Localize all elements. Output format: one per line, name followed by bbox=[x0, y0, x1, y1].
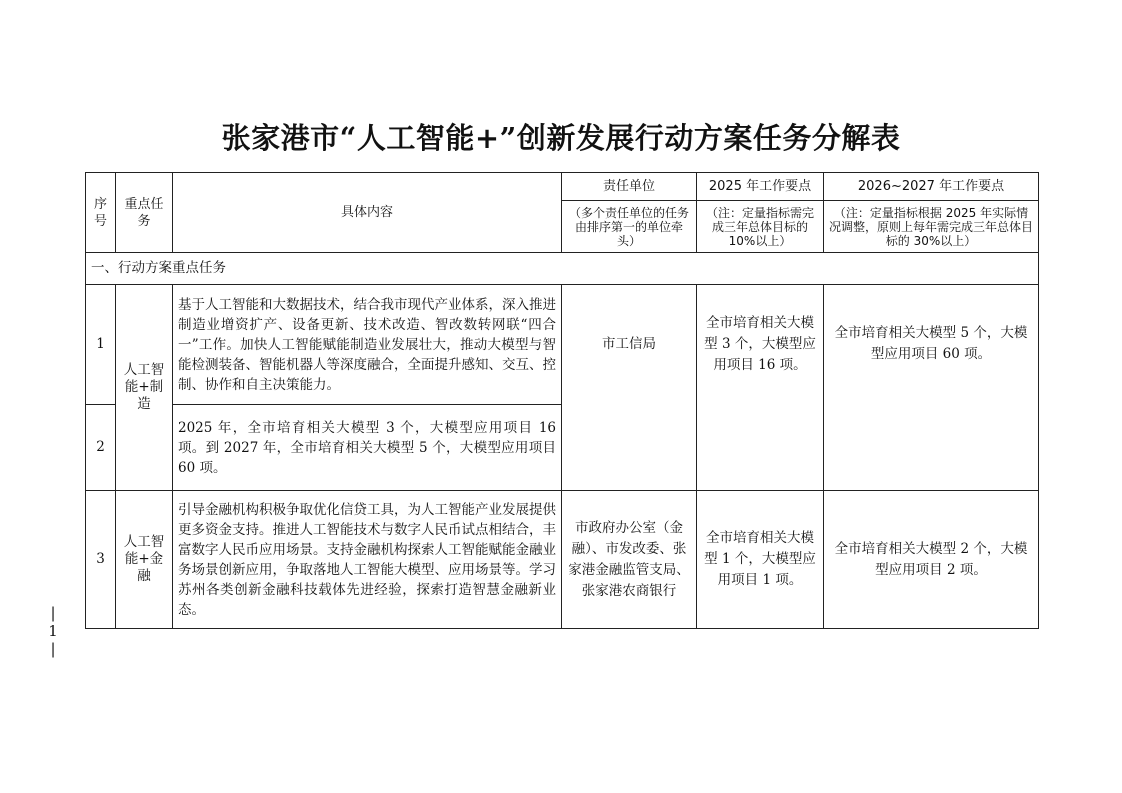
header-seq: 序号 bbox=[86, 173, 116, 253]
header-row bbox=[86, 173, 1039, 201]
row-3-content: 引导金融机构积极争取优化信贷工具，为人工智能产业发展提供更多资金支持。推进人工智能技术与数字人民币试点相结合，丰富数字人民币应用场景。支持金融机构探索人工智能赋能金融业务场景创新应用，争取落地人工智能大模型、应用场景等。学习苏州各类创新金融科技载体先进经验，探索打造智慧金融新业态。 bbox=[173, 491, 562, 629]
row-1-unit: 市工信局 bbox=[562, 285, 697, 491]
header-2025-note: （注：定量指标需完成三年总体目标的 10%以上） bbox=[697, 201, 824, 253]
page-number-value: 1 bbox=[48, 622, 58, 640]
page-number bbox=[44, 604, 62, 658]
row-1-seq: 1 bbox=[86, 285, 116, 405]
header-task: 重点任务 bbox=[116, 173, 173, 253]
row-1-2026-2027: 全市培育相关大模型 5 个，大模型应用项目 60 项。 bbox=[824, 285, 1039, 491]
row-1-task: 人工智能+制造 bbox=[116, 285, 173, 491]
task-breakdown-table bbox=[85, 172, 1039, 629]
row-3-seq: 3 bbox=[86, 491, 116, 629]
page-dash-bottom: | bbox=[50, 640, 56, 658]
header-content: 具体内容 bbox=[173, 173, 562, 253]
page-dash-top: | bbox=[50, 604, 56, 622]
row-2-seq: 2 bbox=[86, 405, 116, 491]
section-row bbox=[86, 253, 1039, 285]
header-2026-2027-note: （注：定量指标根据 2025 年实际情况调整，原则上每年需完成三年总体目标的 30%以上） bbox=[824, 201, 1039, 253]
document-title: 张家港市“人工智能+”创新发展行动方案任务分解表 bbox=[221, 121, 901, 155]
row-3-unit: 市政府办公室（金融）、市发改委、张家港金融监管支局、张家港农商银行 bbox=[562, 491, 697, 629]
row-3-task: 人工智能+金融 bbox=[116, 491, 173, 629]
row-3-2026-2027: 全市培育相关大模型 2 个，大模型应用项目 2 项。 bbox=[824, 491, 1039, 629]
row-3-2025: 全市培育相关大模型 1 个，大模型应用项目 1 项。 bbox=[697, 491, 824, 629]
section-heading: 一、行动方案重点任务 bbox=[86, 253, 1039, 285]
header-unit: 责任单位 bbox=[562, 173, 697, 201]
header-unit-note: （多个责任单位的任务由排序第一的单位牵头） bbox=[562, 201, 697, 253]
row-1-content: 基于人工智能和大数据技术，结合我市现代产业体系，深入推进制造业增资扩产、设备更新、技术改造、智改数转网联“四合一”工作。加快人工智能赋能制造业发展壮大，推动大模型与智能检测装备、智能机器人等深度融合，全面提升感知、交互、控制、协作和自主决策能力。 bbox=[173, 285, 562, 405]
header-2025: 2025 年工作要点 bbox=[697, 173, 824, 201]
table-row bbox=[86, 491, 1039, 629]
header-2026-2027: 2026~2027 年工作要点 bbox=[824, 173, 1039, 201]
table-row bbox=[86, 285, 1039, 405]
row-1-2025: 全市培育相关大模型 3 个，大模型应用项目 16 项。 bbox=[697, 285, 824, 491]
row-2-content: 2025 年，全市培育相关大模型 3 个，大模型应用项目 16 项。到 2027 年，全市培育相关大模型 5 个，大模型应用项目 60 项。 bbox=[173, 405, 562, 491]
